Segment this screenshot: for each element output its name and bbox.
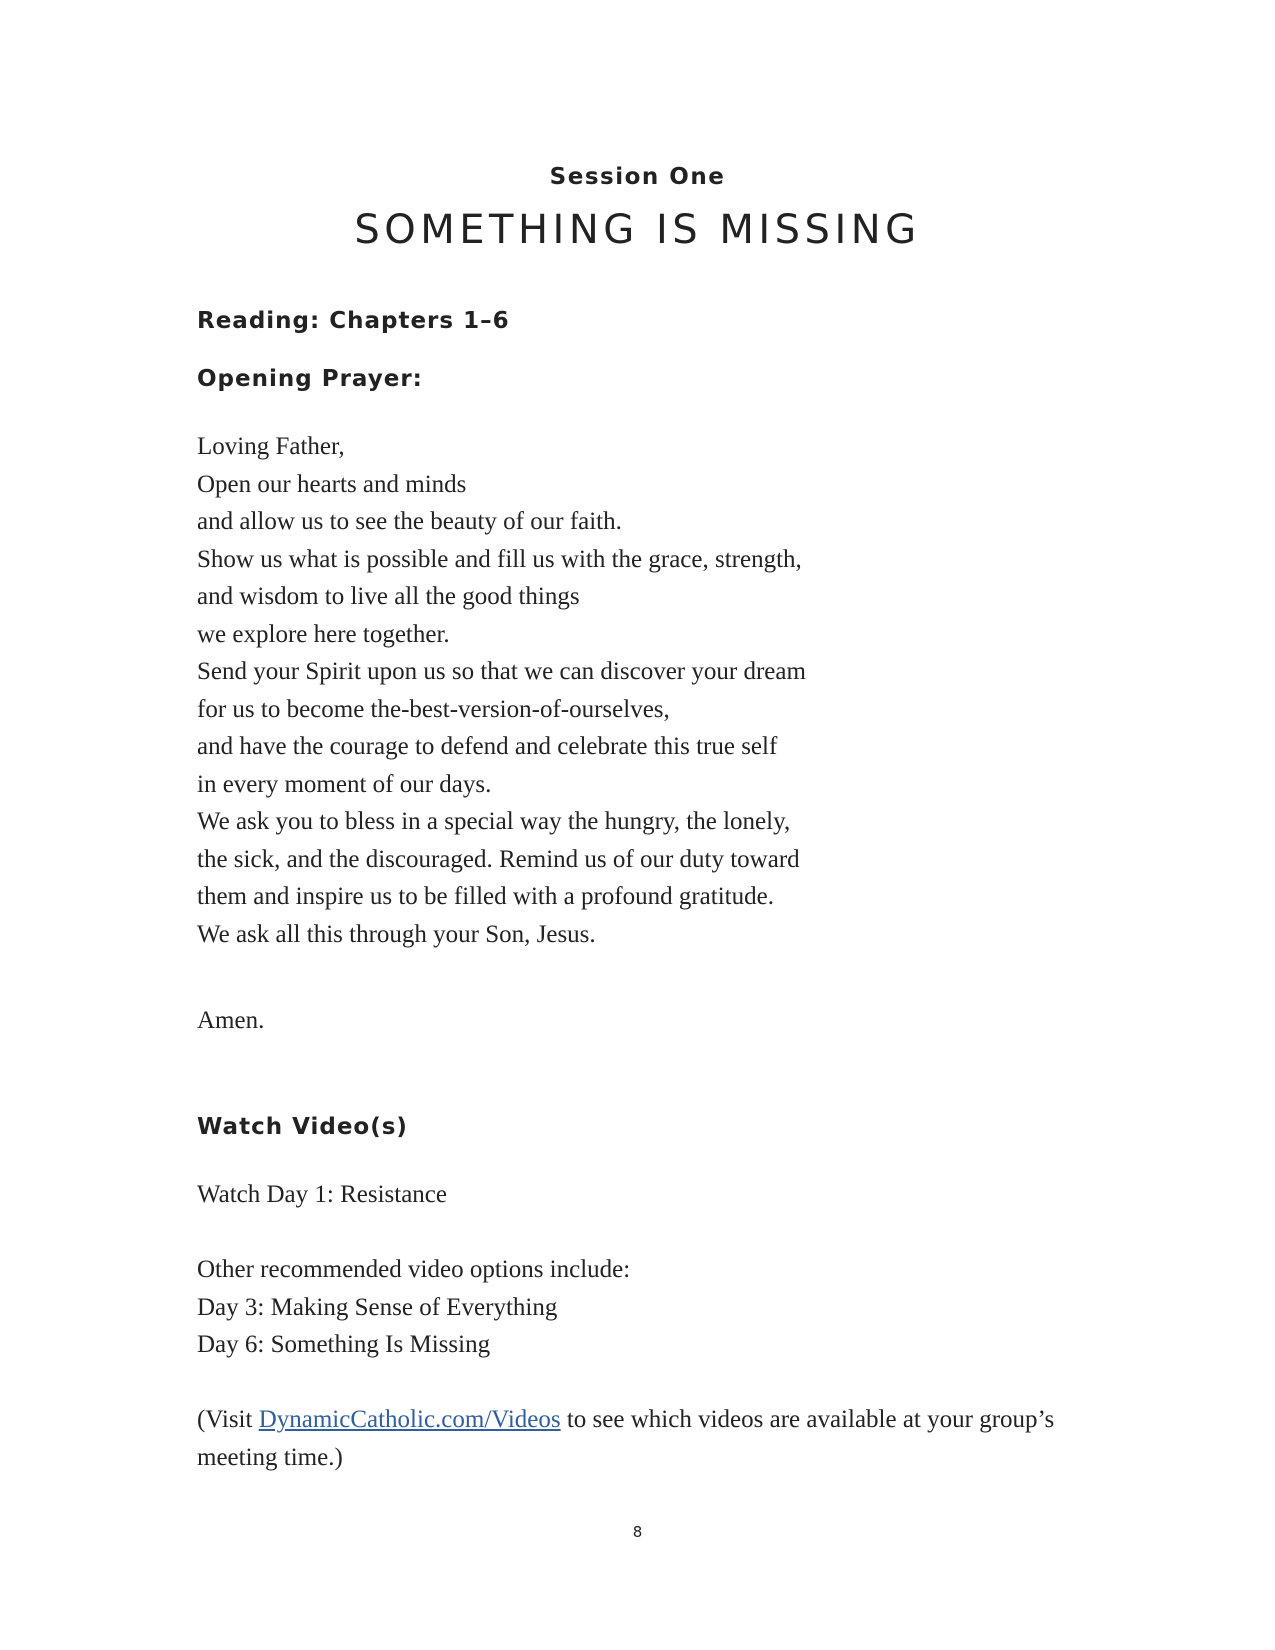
visit-note-line-1 xyxy=(197,1401,1054,1439)
prayer-line: We ask you to bless in a special way the hungry, the lonely, xyxy=(197,808,791,835)
prayer-text xyxy=(197,428,806,953)
other-video-options xyxy=(197,1251,630,1364)
prayer-line: we explore here together. xyxy=(197,620,450,648)
prayer-line: and wisdom to live all the good things xyxy=(197,583,580,610)
reading-heading: Reading: Chapters 1–6 xyxy=(197,308,510,334)
prayer-line: the sick, and the discouraged. Remind us of our duty toward xyxy=(197,845,800,873)
other-options-intro: Other recommended video options include: xyxy=(197,1256,631,1283)
video-option: Day 3: Making Sense of Everything xyxy=(197,1293,558,1321)
opening-prayer-heading: Opening Prayer: xyxy=(197,366,423,392)
video-option: Day 6: Something Is Missing xyxy=(197,1331,491,1358)
session-title: SOMETHING IS MISSING xyxy=(354,207,921,253)
visit-note-line-2: meeting time.) xyxy=(197,1443,343,1471)
prayer-line: Open our hearts and minds xyxy=(197,470,467,498)
main-video-line: Watch Day 1: Resistance xyxy=(197,1181,447,1208)
prayer-line: for us to become the-best-version-of-ourselves, xyxy=(197,695,670,723)
visit-suffix: to see which videos are available at your group’s xyxy=(560,1406,1055,1433)
amen-line: Amen. xyxy=(197,1007,265,1034)
prayer-line: Show us what is possible and fill us with the grace, strength, xyxy=(197,545,802,573)
prayer-line: and allow us to see the beauty of our faith. xyxy=(197,508,622,535)
session-label: Session One xyxy=(549,164,726,190)
prayer-line: and have the courage to defend and celebrate this true self xyxy=(197,733,778,760)
prayer-line: Send your Spirit upon us so that we can discover your dream xyxy=(197,658,806,685)
main-video xyxy=(197,1176,447,1214)
visit-note xyxy=(197,1401,1054,1476)
page-number: 8 xyxy=(632,1523,643,1541)
prayer-line: them and inspire us to be filled with a profound gratitude. xyxy=(197,883,774,910)
visit-prefix: (Visit xyxy=(197,1406,259,1433)
prayer-line: We ask all this through your Son, Jesus. xyxy=(197,920,596,948)
dynamic-catholic-videos-link[interactable]: DynamicCatholic.com/Videos xyxy=(258,1406,561,1433)
prayer-line: Loving Father, xyxy=(197,433,345,460)
prayer-line: in every moment of our days. xyxy=(197,770,492,798)
prayer-closing xyxy=(197,1002,264,1040)
watch-videos-heading: Watch Video(s) xyxy=(197,1114,408,1140)
